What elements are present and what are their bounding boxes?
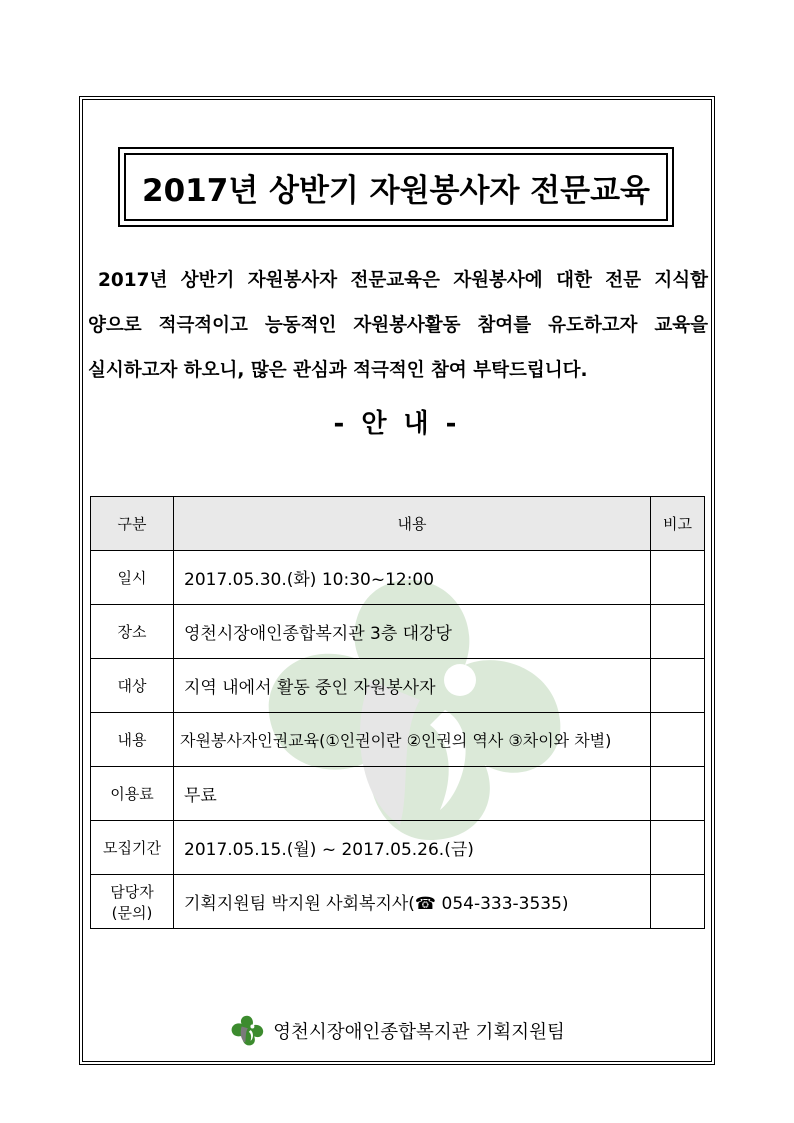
row-value: 자원봉사자인권교육(①인권이란 ②인권의 역사 ③차이와 차별) <box>174 713 651 767</box>
row-value: 2017.05.30.(화) 10:30~12:00 <box>174 551 651 605</box>
row-label-line: (문의) <box>111 903 153 922</box>
intro-line: 양으로 적극적이고 능동적인 자원봉사활동 참여를 유도하고자 교육을 <box>88 315 708 336</box>
table-row <box>91 605 705 659</box>
table-row <box>91 659 705 713</box>
row-note <box>651 875 705 929</box>
row-value: 영천시장애인종합복지관 3층 대강당 <box>174 605 651 659</box>
header-content: 내용 <box>174 497 651 551</box>
table-row <box>91 875 705 929</box>
row-note <box>651 821 705 875</box>
intro-line: 2017년 상반기 자원봉사자 전문교육은 자원봉사에 대한 전문 지식함 <box>98 270 708 291</box>
table-row <box>91 713 705 767</box>
header-category: 구분 <box>91 497 174 551</box>
footer-org-name: 영천시장애인종합복지관 기획지원팀 <box>273 1022 565 1043</box>
title-box-inner <box>124 153 668 221</box>
row-value: 지역 내에서 활동 중인 자원봉사자 <box>174 659 651 713</box>
row-note <box>651 767 705 821</box>
row-value: 2017.05.15.(월) ~ 2017.05.26.(금) <box>174 821 651 875</box>
row-note <box>651 659 705 713</box>
row-label-line: 담당자 <box>110 882 154 901</box>
row-value: 무료 <box>174 767 651 821</box>
footer <box>0 1013 794 1049</box>
table-row <box>91 821 705 875</box>
row-label: 내용 <box>91 713 174 767</box>
intro-line: 실시하고자 하오니, 많은 관심과 적극적인 참여 부탁드립니다. <box>88 360 588 381</box>
row-note <box>651 551 705 605</box>
row-label <box>91 875 174 929</box>
row-label: 장소 <box>91 605 174 659</box>
row-label: 대상 <box>91 659 174 713</box>
clover-person-logo-icon <box>229 1013 265 1049</box>
page-title: 2017년 상반기 자원봉사자 전문교육 <box>142 172 650 209</box>
table-row <box>91 551 705 605</box>
row-value: 기획지원팀 박지원 사회복지사(☎ 054-333-3535) <box>174 875 651 929</box>
row-label: 이용료 <box>91 767 174 821</box>
title-box <box>118 147 674 227</box>
row-note <box>651 713 705 767</box>
row-label: 일시 <box>91 551 174 605</box>
table-header-row <box>91 497 705 551</box>
row-label: 모집기간 <box>91 821 174 875</box>
intro-paragraph <box>88 258 708 393</box>
guide-heading: - 안 내 - <box>333 409 461 439</box>
header-note: 비고 <box>651 497 705 551</box>
table-row <box>91 767 705 821</box>
row-note <box>651 605 705 659</box>
info-table <box>90 496 705 929</box>
